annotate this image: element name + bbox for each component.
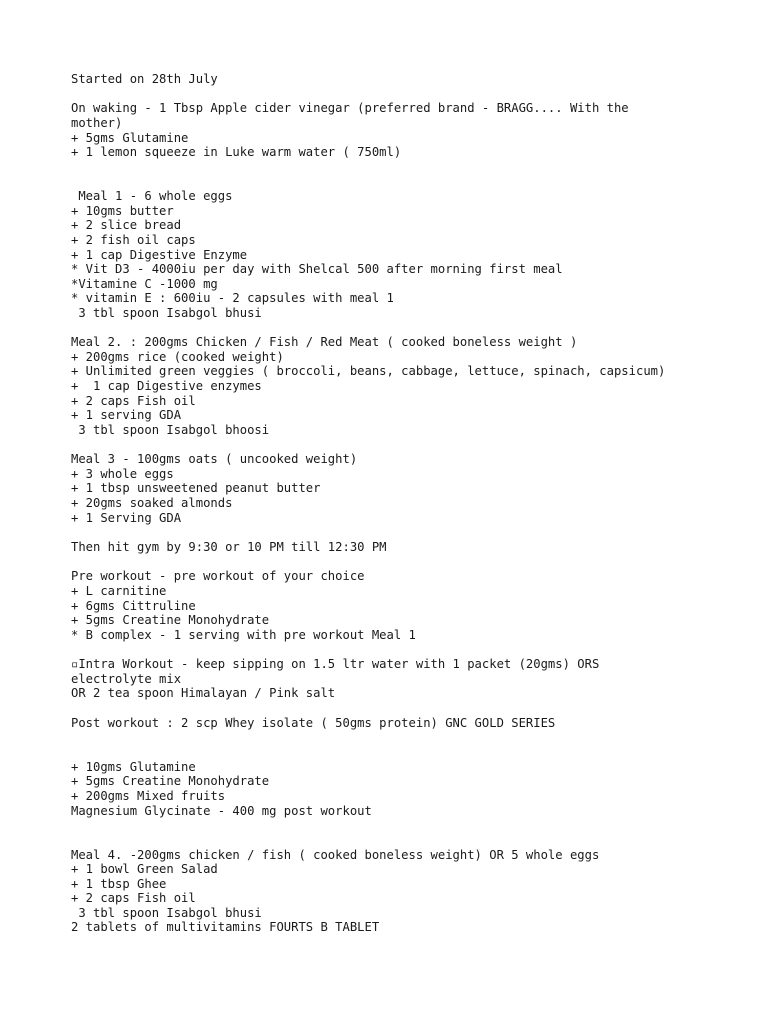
post-workout-extra-line: + 5gms Creatine Monohydrate: [71, 774, 270, 789]
meal-4-line: 2 tablets of multivitamins FOURTS B TABLET: [71, 920, 380, 935]
post-workout-extra-line: Magnesium Glycinate - 400 mg post workout: [71, 803, 372, 818]
meal-1-line: * Vit D3 - 4000iu per day with Shelcal 500 after morning first meal: [71, 262, 563, 277]
meal-3-line: + 1 tbsp unsweetened peanut butter: [71, 481, 321, 496]
waking-line: mother): [71, 115, 123, 130]
meal-3-line: + 1 Serving GDA: [71, 510, 182, 525]
meal-1-line: + 2 fish oil caps: [71, 232, 196, 247]
meal-3-section: [71, 452, 751, 525]
meal-2-line: + 2 caps Fish oil: [71, 393, 196, 408]
meal-4-line: + 1 bowl Green Salad: [71, 862, 218, 877]
meal-1-line: * vitamin E : 600iu - 2 capsules with meal 1: [71, 291, 394, 306]
meal-1-line: + 2 slice bread: [71, 218, 182, 233]
waking-line: + 5gms Glutamine: [71, 130, 189, 145]
pre-workout-line: + 6gms Cittruline: [71, 598, 196, 613]
meal-4-line: + 1 tbsp Ghee: [71, 876, 167, 891]
meal-3-line: + 3 whole eggs: [71, 466, 174, 481]
waking-line: + 1 lemon squeeze in Luke warm water ( 750ml): [71, 145, 402, 160]
meal-2-line: Meal 2. : 200gms Chicken / Fish / Red Meat ( cooked boneless weight ): [71, 335, 578, 350]
meal-1-line: 3 tbl spoon Isabgol bhusi: [71, 305, 262, 320]
meal-1-section: [71, 189, 751, 320]
gym-timing: Then hit gym by 9:30 or 10 PM till 12:30 PM: [71, 540, 387, 555]
post-workout-line: Post workout : 2 scp Whey isolate ( 50gms protein) GNC GOLD SERIES: [71, 715, 556, 730]
meal-1-line: + 10gms butter: [71, 203, 174, 218]
meal-2-section: [71, 335, 751, 437]
waking-section: [71, 101, 751, 159]
meal-1-line: + 1 cap Digestive Enzyme: [71, 247, 248, 262]
intra-workout-line: electrolyte mix: [71, 671, 182, 686]
meal-2-line: + 1 serving GDA: [71, 408, 182, 423]
meal-1-line: Meal 1 - 6 whole eggs: [71, 189, 233, 204]
meal-3-line: + 20gms soaked almonds: [71, 496, 233, 511]
pre-workout-line: * B complex - 1 serving with pre workout Meal 1: [71, 627, 416, 642]
post-workout-extra-line: + 200gms Mixed fruits: [71, 788, 226, 803]
meal-2-line: + 1 cap Digestive enzymes: [71, 379, 262, 394]
pre-workout-line: + L carnitine: [71, 584, 167, 598]
post-workout-extra-line: + 10gms Glutamine: [71, 759, 196, 774]
meal-4-line: 3 tbl spoon Isabgol bhusi: [71, 905, 262, 920]
meal-4-line: Meal 4. -200gms chicken / fish ( cooked boneless weight) OR 5 whole eggs: [71, 847, 600, 862]
meal-1-line: *Vitamine C -1000 mg: [71, 276, 218, 291]
meal-4-section: [71, 848, 751, 936]
start-date: Started on 28th July: [71, 72, 218, 86]
document-page: [71, 72, 751, 935]
meal-3-line: Meal 3 - 100gms oats ( uncooked weight): [71, 452, 358, 467]
pre-workout-line: + 5gms Creatine Monohydrate: [71, 613, 270, 628]
waking-line: On waking - 1 Tbsp Apple cider vinegar (preferred brand - BRAGG.... With the: [71, 101, 629, 116]
intra-workout-line: OR 2 tea spoon Himalayan / Pink salt: [71, 686, 336, 701]
meal-2-line: + 200gms rice (cooked weight): [71, 349, 284, 364]
intra-workout-line: ▫Intra Workout - keep sipping on 1.5 ltr water with 1 packet (20gms) ORS: [71, 657, 600, 672]
meal-2-line: 3 tbl spoon Isabgol bhoosi: [71, 422, 270, 437]
pre-workout-line: Pre workout - pre workout of your choice: [71, 569, 365, 584]
pre-workout-section: [71, 569, 751, 642]
post-workout-extras-section: [71, 760, 751, 818]
intra-workout-section: [71, 657, 751, 701]
meal-2-line: + Unlimited green veggies ( broccoli, beans, cabbage, lettuce, spinach, capsicum): [71, 364, 666, 379]
meal-4-line: + 2 caps Fish oil: [71, 891, 196, 906]
